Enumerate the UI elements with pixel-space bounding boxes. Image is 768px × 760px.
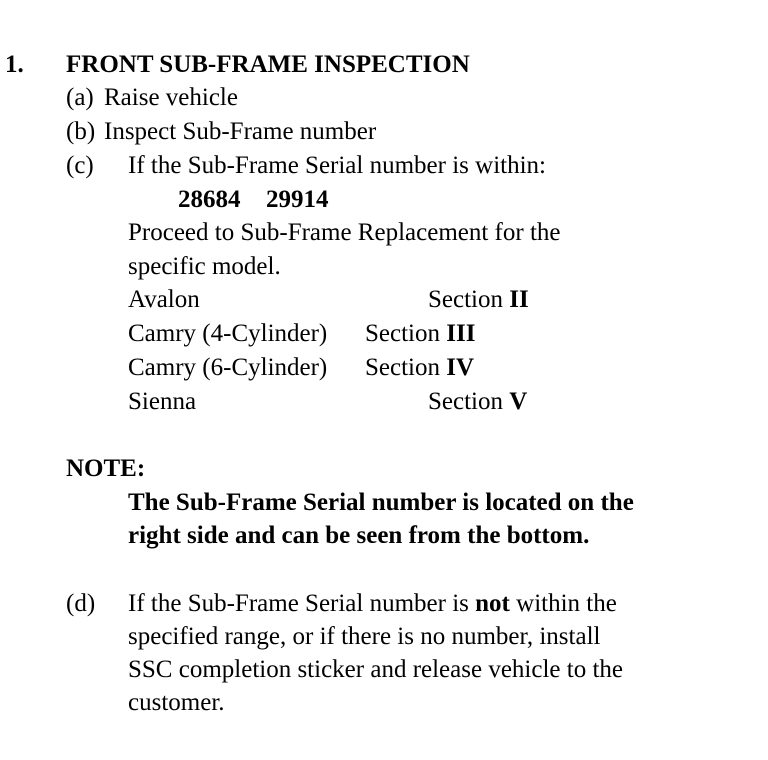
proceed-line-1: Proceed to Sub-Frame Replacement for the: [128, 219, 561, 246]
note-title: NOTE:: [66, 455, 146, 482]
step-d-line-2: specified range, or if there is no number, install: [128, 623, 601, 650]
step-d-line-1: [128, 591, 617, 616]
model-section-avalon: [428, 287, 529, 312]
section-number: III: [446, 320, 476, 347]
model-name-avalon: Avalon: [128, 286, 200, 313]
section-number: IV: [446, 354, 475, 381]
step-d-label: (d): [66, 590, 96, 617]
step-c-text: If the Sub-Frame Serial number is within:: [128, 152, 546, 179]
step-d-line-4: customer.: [128, 689, 225, 716]
step-a-label: (a): [66, 84, 94, 111]
section-number: V: [509, 388, 528, 415]
proceed-line-2: specific model.: [128, 253, 281, 280]
step-b-text: Inspect Sub-Frame number: [104, 118, 377, 145]
heading-title: FRONT SUB-FRAME INSPECTION: [66, 51, 470, 78]
model-section-camry-4cyl: [365, 321, 475, 346]
step-d-not: not: [475, 590, 510, 617]
step-c-label: (c): [66, 152, 94, 179]
step-d-line-3: SSC completion sticker and release vehicle to the: [128, 656, 623, 683]
step-b-label: (b): [66, 118, 96, 145]
model-section-sienna: [428, 389, 527, 414]
range-end: 29914: [266, 186, 329, 213]
step-d-line-1-post: within the: [509, 590, 617, 617]
step-d-line-1-pre: If the Sub-Frame Serial number is: [128, 590, 476, 617]
model-name-camry-4cyl: Camry (4-Cylinder): [128, 320, 328, 347]
model-name-sienna: Sienna: [128, 388, 197, 415]
model-section-camry-6cyl: [365, 355, 474, 380]
note-line-2: right side and can be seen from the bottom.: [128, 522, 590, 549]
section-number: II: [509, 286, 529, 313]
section-word: Section: [428, 286, 503, 313]
model-name-camry-6cyl: Camry (6-Cylinder): [128, 354, 328, 381]
range-start: 28684: [178, 186, 241, 213]
note-line-1: The Sub-Frame Serial number is located on the: [128, 489, 634, 516]
section-word: Section: [428, 388, 503, 415]
step-a-text: Raise vehicle: [104, 84, 238, 111]
section-word: Section: [365, 354, 440, 381]
heading-number: 1.: [5, 51, 24, 78]
section-word: Section: [365, 320, 440, 347]
